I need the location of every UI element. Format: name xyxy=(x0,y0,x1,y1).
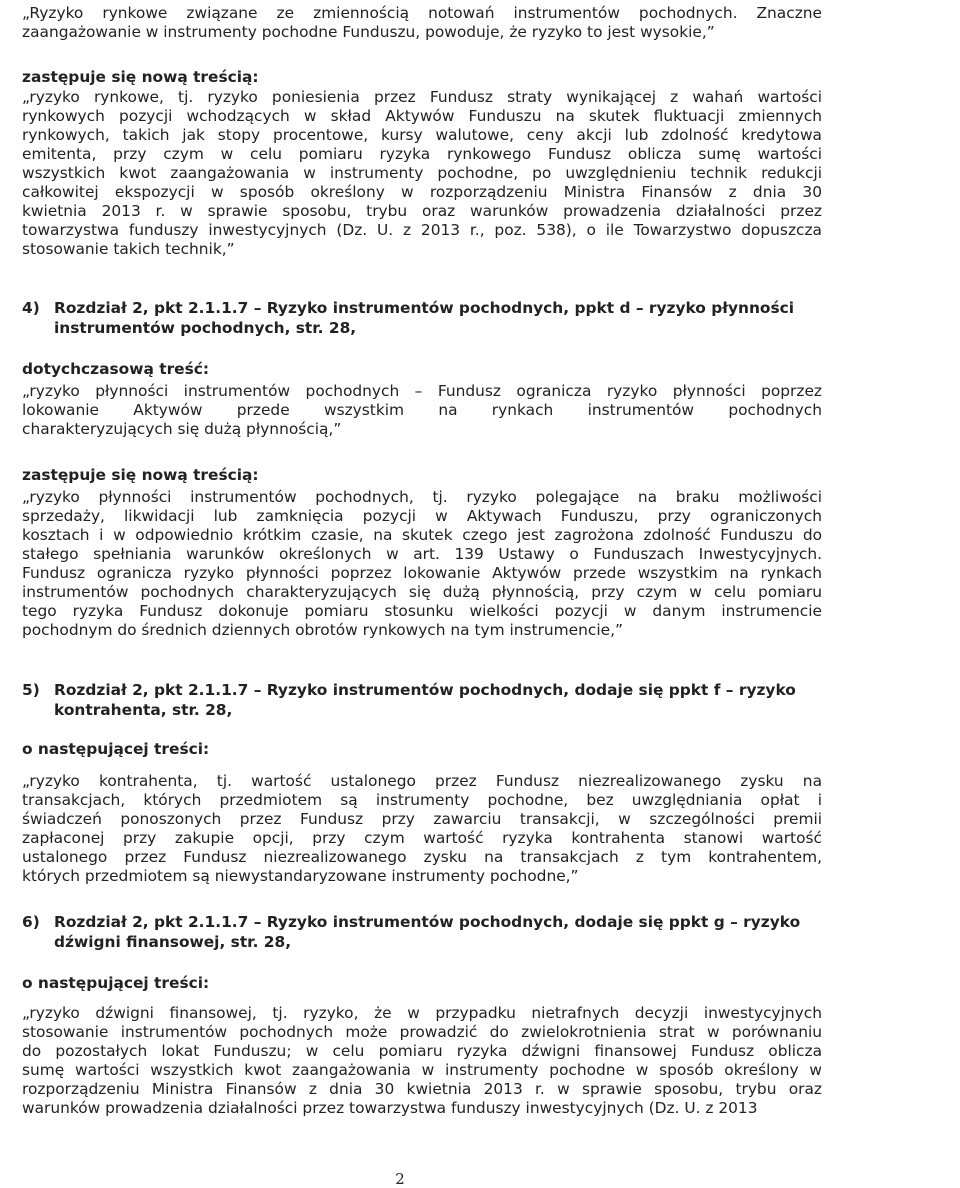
heading-line: Rozdział 2, pkt 2.1.1.7 – Ryzyko instrumentów pochodnych, dodaje się ppkt f – ryzyko xyxy=(54,681,796,699)
text-line: świadczeń ponoszonych przez Fundusz przy zawarciu transakcji, w szczególności premii xyxy=(22,810,822,828)
text-line: „ryzyko płynności instrumentów pochodnych, tj. ryzyko polegające na braku możliwości xyxy=(22,488,822,506)
text-line: transakcjach, których przedmiotem są instrumenty pochodne, bez uwzględniania opłat i xyxy=(22,791,822,809)
text-line: emitenta, przy czym w celu pomiaru ryzyka rynkowego Fundusz oblicza sumę wartości xyxy=(22,145,822,163)
amendment-heading xyxy=(22,298,822,338)
section-label: o następującej treści: xyxy=(22,740,210,758)
text-line: zapłaconej przy zakupie opcji, przy czym wartość ryzyka kontrahenta stanowi wartość xyxy=(22,829,822,847)
page-number: 2 xyxy=(395,1170,405,1188)
text-line: charakteryzujących się dużą płynnością,” xyxy=(22,420,342,438)
text-line: całkowitej ekspozycji w sposób określony w rozporządzeniu Ministra Finansów z dnia 30 xyxy=(22,183,822,201)
heading-number: 5) xyxy=(22,681,40,699)
text-line: rynkowych pozycji wchodzących w skład Aktywów Funduszu na skutek fluktuacji zmiennych xyxy=(22,107,822,125)
text-line: których przedmiotem są niewystandaryzowane instrumenty pochodne,” xyxy=(22,867,579,885)
text-line: zaangażowanie w instrumenty pochodne Funduszu, powoduje, że ryzyko to jest wysokie,” xyxy=(22,23,715,41)
text-line: wszystkich kwot zaangażowania w instrumenty pochodne, po uwzględnieniu technik redukcji xyxy=(22,164,822,182)
text-line: instrumentów pochodnych charakteryzujących się dużą płynnością, przy czym w celu pomiaru xyxy=(22,583,822,601)
section-label: zastępuje się nową treścią: xyxy=(22,466,259,484)
text-line: sprzedaży, likwidacji lub zamknięcia pozycji w Aktywach Funduszu, przy ograniczonych xyxy=(22,507,822,525)
text-line: stałego spełniania warunków określonych w art. 139 Ustawy o Funduszach Inwestycyjnych. xyxy=(22,545,822,563)
text-line: towarzystwa funduszy inwestycyjnych (Dz. U. z 2013 r., poz. 538), o ile Towarzystwo dopuszcza xyxy=(22,221,822,239)
section-label: o następującej treści: xyxy=(22,974,210,992)
text-line: „ryzyko rynkowe, tj. ryzyko poniesienia przez Fundusz straty wynikającej z wahań wartości xyxy=(22,88,822,106)
amendment-heading xyxy=(22,680,822,720)
paragraph xyxy=(22,1004,822,1118)
text-line: rynkowych, takich jak stopy procentowe, kursy walutowe, ceny akcji lub zdolność kredytowa xyxy=(22,126,822,144)
text-line: „ryzyko płynności instrumentów pochodnych – Fundusz ogranicza ryzyko płynności poprzez xyxy=(22,382,822,400)
text-line: sumę wartości wszystkich kwot zaangażowania w instrumenty pochodne w sposób określony w xyxy=(22,1061,822,1079)
section-label: zastępuje się nową treścią: xyxy=(22,68,259,86)
text-line: rozporządzeniu Ministra Finansów z dnia 30 kwietnia 2013 r. w sprawie sposobu, trybu oraz xyxy=(22,1080,822,1098)
paragraph xyxy=(22,488,822,640)
text-line: „Ryzyko rynkowe związane ze zmiennością notowań instrumentów pochodnych. Znaczne xyxy=(22,4,822,22)
heading-line: kontrahenta, str. 28, xyxy=(54,701,233,719)
section-label: dotychczasową treść: xyxy=(22,360,210,378)
paragraph xyxy=(22,772,822,886)
text-line: stosowanie takich technik,” xyxy=(22,240,235,258)
text-line: kwietnia 2013 r. w sprawie sposobu, trybu oraz warunków prowadzenia działalności przez xyxy=(22,202,822,220)
text-line: do pozostałych lokat Funduszu; w celu pomiaru ryzyka dźwigni finansowej Fundusz oblicza xyxy=(22,1042,822,1060)
heading-number: 4) xyxy=(22,299,40,317)
text-line: tego ryzyka Fundusz dokonuje pomiaru stosunku wielkości pozycji w danym instrumencie xyxy=(22,602,822,620)
paragraph xyxy=(22,88,822,259)
text-line: kosztach i w odpowiednio krótkim czasie, na skutek czego jest zagrożona zdolność Funduszu do xyxy=(22,526,822,544)
text-line: lokowanie Aktywów przede wszystkim na rynkach instrumentów pochodnych xyxy=(22,401,822,419)
amendment-heading xyxy=(22,912,822,952)
text-line: Fundusz ogranicza ryzyko płynności poprzez lokowanie Aktywów przede wszystkim na rynkach xyxy=(22,564,822,582)
heading-line: Rozdział 2, pkt 2.1.1.7 – Ryzyko instrumentów pochodnych, ppkt d – ryzyko płynności xyxy=(54,299,795,317)
text-line: pochodnym do średnich dziennych obrotów rynkowych na tym instrumencie,” xyxy=(22,621,623,639)
heading-number: 6) xyxy=(22,913,40,931)
text-line: „ryzyko kontrahenta, tj. wartość ustalonego przez Fundusz niezrealizowanego zysku na xyxy=(22,772,822,790)
paragraph xyxy=(22,382,822,439)
text-line: warunków prowadzenia działalności przez towarzystwa funduszy inwestycyjnych (Dz. U. z 2013 xyxy=(22,1099,758,1117)
text-line: „ryzyko dźwigni finansowej, tj. ryzyko, że w przypadku nietrafnych decyzji inwestycyjnych xyxy=(22,1004,822,1022)
heading-line: instrumentów pochodnych, str. 28, xyxy=(54,319,357,337)
heading-line: dźwigni finansowej, str. 28, xyxy=(54,933,292,951)
text-line: stosowanie instrumentów pochodnych może prowadzić do zwielokrotnienia strat w porównaniu xyxy=(22,1023,822,1041)
heading-line: Rozdział 2, pkt 2.1.1.7 – Ryzyko instrumentów pochodnych, dodaje się ppkt g – ryzyko xyxy=(54,913,801,931)
paragraph xyxy=(22,4,822,42)
text-line: ustalonego przez Fundusz niezrealizowanego zysku na transakcjach z tym kontrahentem, xyxy=(22,848,822,866)
